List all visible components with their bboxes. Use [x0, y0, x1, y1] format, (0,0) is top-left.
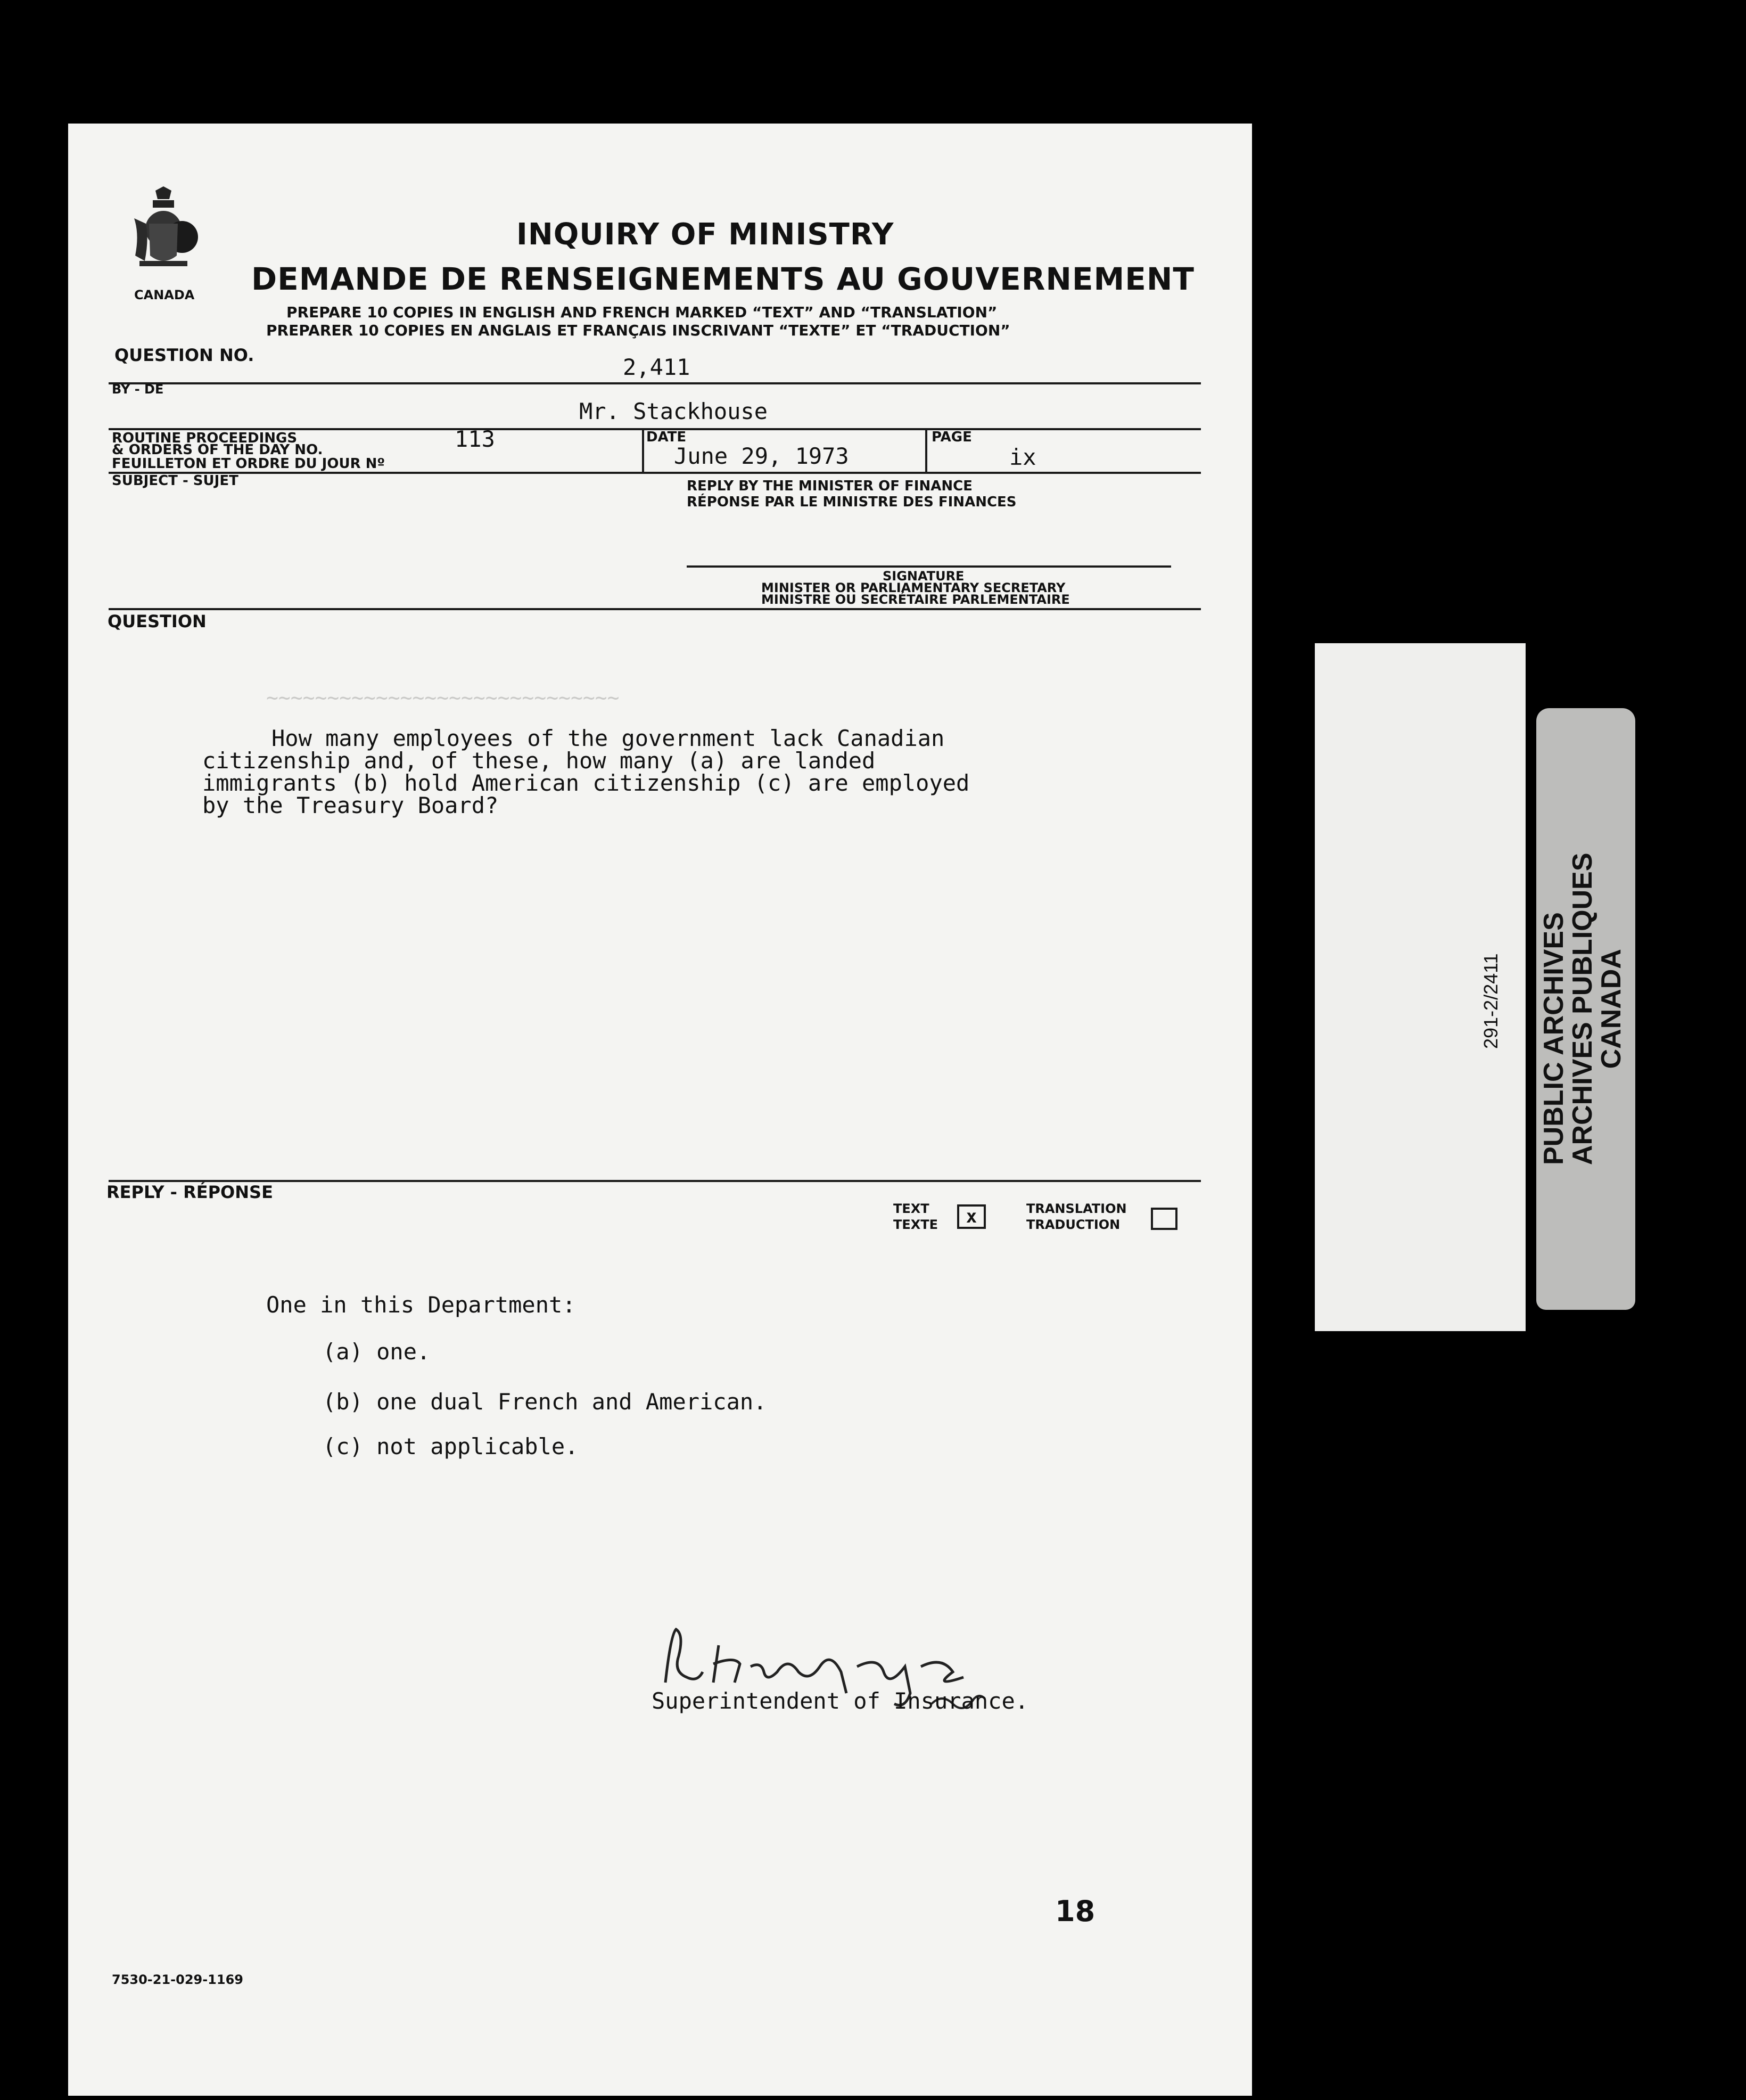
minister-fr: MINISTRE OU SECRÉTAIRE PARLEMENTAIRE [761, 592, 1070, 607]
text-label-en: TEXT [893, 1201, 929, 1216]
date-label: DATE [646, 429, 687, 445]
archive-label-text [1539, 852, 1626, 1165]
archive-line-1: PUBLIC ARCHIVES [1538, 912, 1569, 1165]
reply-label: REPLY - RÉPONSE [106, 1182, 273, 1202]
question-no-label: QUESTION NO. [114, 345, 254, 365]
translation-label-fr: TRADUCTION [1026, 1217, 1121, 1232]
question-line-4: by the Treasury Board? [202, 792, 499, 818]
text-checkbox[interactable] [957, 1204, 986, 1229]
translation-label-en: TRANSLATION [1026, 1201, 1127, 1216]
canada-coat-of-arms-icon [123, 186, 203, 293]
minister-en: MINISTER OR PARLIAMENTARY SECRETARY [761, 580, 1066, 595]
form-number: 7530-21-029-1169 [112, 1972, 243, 1987]
routine-label-3: FEUILLETON ET ORDRE DU JOUR Nº [112, 456, 385, 472]
reply-line-3: (b) one dual French and American. [323, 1389, 767, 1415]
form-title-en: INQUIRY OF MINISTRY [516, 217, 894, 252]
by-value: Mr. Stackhouse [579, 398, 768, 424]
signatory: Superintendent of Insurance. [652, 1688, 1029, 1714]
routine-value: 113 [455, 426, 495, 452]
sheet-number: 18 [1055, 1894, 1096, 1928]
signature-label: SIGNATURE [883, 569, 965, 584]
rule-subject [109, 472, 1201, 474]
question-line-3: immigrants (b) hold American citizenship (c) are employed [202, 770, 970, 796]
reply-line-4: (c) not applicable. [323, 1433, 579, 1459]
instruction-fr: PREPARER 10 COPIES EN ANGLAIS ET FRANÇAIS INSCRIVANT “TEXTE” ET “TRADUCTION” [266, 322, 1010, 339]
translation-checkbox[interactable] [1151, 1208, 1177, 1230]
archive-line-2: ARCHIVES PUBLIQUES [1567, 852, 1598, 1165]
archive-line-3: CANADA [1596, 949, 1627, 1069]
date-value: June 29, 1973 [674, 443, 849, 469]
reply-by-fr: RÉPONSE PAR LE MINISTRE DES FINANCES [687, 494, 1017, 510]
routine-label-1: ROUTINE PROCEEDINGS [112, 430, 298, 446]
text-checkbox-mark: x [966, 1206, 977, 1227]
subject-label: SUBJECT - SUJET [112, 473, 238, 489]
page-label: PAGE [932, 429, 972, 445]
divider-page [925, 428, 927, 474]
instruction-en: PREPARE 10 COPIES IN ENGLISH AND FRENCH MARKED “TEXT” AND “TRANSLATION” [286, 303, 998, 321]
ghost-text: ~~~~~~~~~~~~~~~~~~~~~~~~~~~~~ [266, 686, 620, 709]
page-value: ix [1009, 444, 1036, 470]
question-label: QUESTION [108, 611, 207, 631]
question-line-2: citizenship and, of these, how many (a) are landed [202, 748, 876, 774]
routine-label-2: & ORDERS OF THE DAY NO. [112, 442, 323, 458]
reply-by-en: REPLY BY THE MINISTER OF FINANCE [687, 478, 973, 494]
rule-question [109, 608, 1201, 610]
by-label: BY - DE [112, 382, 164, 397]
archive-reference: 291-2/2411 [1480, 953, 1502, 1049]
question-no-value: 2,411 [623, 354, 690, 380]
form-title-fr: DEMANDE DE RENSEIGNEMENTS AU GOUVERNEMENT [251, 261, 1195, 297]
country-label: CANADA [134, 288, 195, 302]
text-label-fr: TEXTE [893, 1217, 938, 1232]
reply-line-2: (a) one. [323, 1339, 431, 1365]
signature-line [687, 565, 1171, 568]
question-line-1: How many employees of the government lack Canadian [271, 725, 945, 751]
divider-date [642, 428, 644, 474]
rule-by [109, 382, 1201, 384]
reply-line-1: One in this Department: [266, 1292, 576, 1318]
